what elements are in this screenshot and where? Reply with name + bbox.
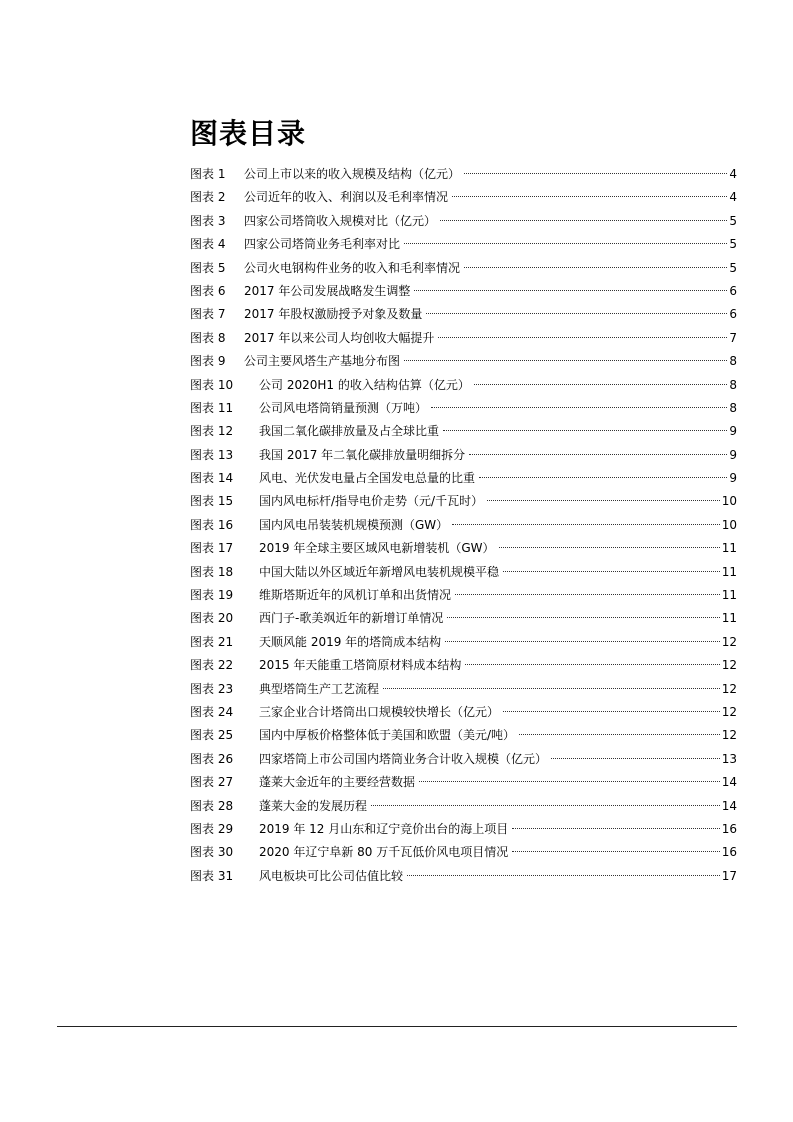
toc-entry-page-number: 11: [721, 564, 737, 579]
toc-entry-label: 图表 29: [190, 821, 234, 836]
toc-entry[interactable]: [190, 420, 737, 443]
toc-entry[interactable]: [190, 678, 737, 701]
toc-entry-title: 我国 2017 年二氧化碳排放量明细拆分: [259, 447, 466, 462]
toc-entry[interactable]: [190, 303, 737, 326]
toc-entry-title: 公司火电钢构件业务的收入和毛利率情况: [244, 260, 461, 275]
toc-entry-title: 2017 年股权激励授予对象及数量: [244, 307, 423, 322]
toc-entry-label: 图表 27: [190, 775, 234, 790]
toc-entry-label: 图表 2: [190, 190, 226, 205]
dot-leader: [464, 173, 727, 174]
dot-leader: [474, 384, 727, 385]
toc-entry-title: 中国大陆以外区域近年新增风电装机规模平稳: [259, 564, 500, 579]
dot-leader: [469, 454, 727, 455]
toc-entry-page-number: 10: [721, 517, 737, 532]
dot-leader: [452, 196, 727, 197]
toc-entry[interactable]: [190, 584, 737, 607]
dot-leader: [464, 267, 727, 268]
toc-entry-title: 公司 2020H1 的收入结构估算（亿元）: [259, 377, 470, 392]
toc-entry-title: 我国二氧化碳排放量及占全球比重: [259, 424, 440, 439]
toc-entry-page-number: 4: [729, 167, 737, 181]
toc-entry-label: 图表 21: [190, 634, 234, 649]
toc-entry-page-number: 12: [721, 728, 737, 743]
toc-entry-label: 图表 11: [190, 400, 234, 415]
toc-entry-title: 2019 年 12 月山东和辽宁竞价出台的海上项目: [259, 821, 509, 836]
toc-entry-page-number: 13: [721, 751, 737, 766]
toc-entry-page-number: 9: [729, 471, 737, 486]
dot-leader: [438, 337, 727, 338]
toc-entry[interactable]: [190, 561, 737, 584]
toc-entry-label: 图表 12: [190, 424, 234, 439]
dot-leader: [383, 688, 720, 689]
toc-entry[interactable]: [190, 724, 737, 747]
toc-entry-label: 图表 26: [190, 751, 234, 766]
dot-leader: [407, 875, 720, 876]
toc-entry-label: 图表 25: [190, 728, 234, 743]
table-of-figures: [190, 163, 737, 888]
dot-leader: [479, 477, 727, 478]
toc-entry[interactable]: [190, 350, 737, 373]
toc-entry-label: 图表 24: [190, 704, 234, 719]
toc-entry-label: 图表 7: [190, 307, 226, 322]
dot-leader: [414, 290, 727, 291]
toc-entry-title: 2017 年公司发展战略发生调整: [244, 283, 411, 298]
toc-entry-label: 图表 5: [190, 260, 226, 275]
toc-entry-label: 图表 13: [190, 447, 234, 462]
toc-entry[interactable]: [190, 233, 737, 256]
toc-entry-title: 天顺风能 2019 年的塔筒成本结构: [259, 634, 442, 649]
toc-entry[interactable]: [190, 795, 737, 818]
toc-entry[interactable]: [190, 818, 737, 841]
toc-entry-label: 图表 22: [190, 658, 234, 673]
toc-entry-title: 西门子-歌美飒近年的新增订单情况: [259, 611, 444, 626]
toc-entry-page-number: 14: [721, 798, 737, 813]
dot-leader: [443, 430, 727, 431]
toc-entry-label: 图表 1: [190, 167, 226, 181]
toc-entry[interactable]: [190, 771, 737, 794]
toc-entry[interactable]: [190, 327, 737, 350]
toc-entry[interactable]: [190, 374, 737, 397]
footer-divider: [57, 1026, 737, 1027]
toc-entry-label: 图表 3: [190, 213, 226, 228]
toc-entry-title: 四家公司塔筒业务毛利率对比: [244, 237, 401, 252]
toc-entry-label: 图表 17: [190, 541, 234, 556]
toc-entry-page-number: 10: [721, 494, 737, 509]
toc-entry-page-number: 9: [729, 447, 737, 462]
dot-leader: [440, 220, 727, 221]
dot-leader: [404, 243, 727, 244]
toc-entry-label: 图表 6: [190, 283, 226, 298]
toc-entry[interactable]: [190, 537, 737, 560]
toc-entry-title: 公司风电塔筒销量预测（万吨）: [259, 400, 428, 415]
toc-entry-title: 四家公司塔筒收入规模对比（亿元）: [244, 213, 437, 228]
toc-entry[interactable]: [190, 186, 737, 209]
toc-entry[interactable]: [190, 210, 737, 233]
toc-entry-title: 蓬莱大金近年的主要经营数据: [259, 775, 416, 790]
toc-entry[interactable]: [190, 444, 737, 467]
toc-entry-page-number: 12: [721, 681, 737, 696]
toc-entry-page-number: 8: [729, 400, 737, 415]
toc-entry-page-number: 5: [729, 260, 737, 275]
dot-leader: [452, 524, 720, 525]
toc-entry-label: 图表 16: [190, 517, 234, 532]
toc-entry-page-number: 17: [721, 868, 737, 883]
toc-entry-page-number: 12: [721, 634, 737, 649]
toc-entry-title: 2019 年全球主要区域风电新增装机（GW）: [259, 541, 495, 556]
toc-entry-title: 国内中厚板价格整体低于美国和欧盟（美元/吨）: [259, 728, 516, 743]
page-title: 图表目录: [190, 117, 307, 150]
toc-entry-title: 蓬莱大金的发展历程: [259, 798, 368, 813]
toc-entry-label: 图表 15: [190, 494, 234, 509]
toc-entry[interactable]: [190, 631, 737, 654]
toc-entry-title: 典型塔筒生产工艺流程: [259, 681, 380, 696]
toc-entry[interactable]: [190, 257, 737, 280]
toc-entry-title: 维斯塔斯近年的风机订单和出货情况: [259, 588, 452, 603]
toc-entry-page-number: 12: [721, 658, 737, 673]
toc-entry-title: 公司上市以来的收入规模及结构（亿元）: [244, 167, 461, 181]
dot-leader: [371, 805, 720, 806]
toc-entry-label: 图表 8: [190, 330, 226, 345]
toc-entry[interactable]: [190, 841, 737, 864]
toc-entry-page-number: 6: [729, 283, 737, 298]
toc-entry-title: 2015 年天能重工塔筒原材料成本结构: [259, 658, 462, 673]
toc-entry-label: 图表 14: [190, 471, 234, 486]
toc-entry[interactable]: [190, 397, 737, 420]
toc-entry-page-number: 16: [721, 821, 737, 836]
toc-entry-label: 图表 28: [190, 798, 234, 813]
toc-entry-title: 国内风电吊装装机规模预测（GW）: [259, 517, 449, 532]
toc-entry[interactable]: [190, 654, 737, 677]
dot-leader: [512, 828, 719, 829]
toc-entry-title: 2017 年以来公司人均创收大幅提升: [244, 330, 435, 345]
toc-entry[interactable]: [190, 467, 737, 490]
toc-entry-page-number: 11: [721, 611, 737, 626]
toc-entry-page-number: 6: [729, 307, 737, 322]
toc-entry[interactable]: [190, 865, 737, 888]
dot-leader: [503, 571, 720, 572]
toc-entry-title: 四家塔筒上市公司国内塔筒业务合计收入规模（亿元）: [259, 751, 548, 766]
dot-leader: [404, 360, 727, 361]
toc-entry-title: 三家企业合计塔筒出口规模较快增长（亿元）: [259, 704, 500, 719]
toc-entry-page-number: 11: [721, 588, 737, 603]
toc-entry-label: 图表 30: [190, 845, 234, 860]
toc-entry-page-number: 16: [721, 845, 737, 860]
toc-entry-page-number: 8: [729, 354, 737, 369]
toc-entry-label: 图表 9: [190, 354, 226, 369]
toc-entry-page-number: 5: [729, 213, 737, 228]
dot-leader: [455, 594, 720, 595]
toc-entry-page-number: 4: [729, 190, 737, 205]
dot-leader: [426, 313, 727, 314]
dot-leader: [503, 711, 720, 712]
dot-leader: [512, 851, 719, 852]
toc-entry-label: 图表 10: [190, 377, 234, 392]
toc-entry-title: 风电、光伏发电量占全国发电总量的比重: [259, 471, 476, 486]
toc-entry-label: 图表 20: [190, 611, 234, 626]
dot-leader: [519, 734, 720, 735]
toc-entry[interactable]: [190, 514, 737, 537]
toc-entry-title: 风电板块可比公司估值比较: [259, 868, 404, 883]
toc-entry-page-number: 7: [729, 330, 737, 345]
toc-entry-page-number: 5: [729, 237, 737, 252]
dot-leader: [445, 641, 720, 642]
dot-leader: [465, 664, 719, 665]
toc-entry-title: 公司近年的收入、利润以及毛利率情况: [244, 190, 449, 205]
dot-leader: [431, 407, 727, 408]
dot-leader: [447, 617, 719, 618]
toc-entry-title: 公司主要风塔生产基地分布图: [244, 354, 401, 369]
dot-leader: [551, 758, 720, 759]
toc-entry-label: 图表 23: [190, 681, 234, 696]
toc-entry-page-number: 8: [729, 377, 737, 392]
toc-entry-title: 国内风电标杆/指导电价走势（元/千瓦时）: [259, 494, 484, 509]
toc-entry[interactable]: [190, 748, 737, 771]
dot-leader: [487, 500, 720, 501]
toc-entry-page-number: 9: [729, 424, 737, 439]
toc-entry-label: 图表 19: [190, 588, 234, 603]
toc-entry-label: 图表 18: [190, 564, 234, 579]
toc-entry[interactable]: [190, 163, 737, 186]
toc-entry[interactable]: [190, 490, 737, 513]
toc-entry-page-number: 12: [721, 704, 737, 719]
toc-entry-page-number: 11: [721, 541, 737, 556]
toc-entry-title: 2020 年辽宁阜新 80 万千瓦低价风电项目情况: [259, 845, 509, 860]
toc-entry[interactable]: [190, 280, 737, 303]
toc-entry-page-number: 14: [721, 775, 737, 790]
toc-entry-label: 图表 31: [190, 868, 234, 883]
toc-entry[interactable]: [190, 607, 737, 630]
dot-leader: [419, 781, 720, 782]
toc-entry[interactable]: [190, 701, 737, 724]
dot-leader: [499, 547, 720, 548]
toc-entry-label: 图表 4: [190, 237, 226, 252]
